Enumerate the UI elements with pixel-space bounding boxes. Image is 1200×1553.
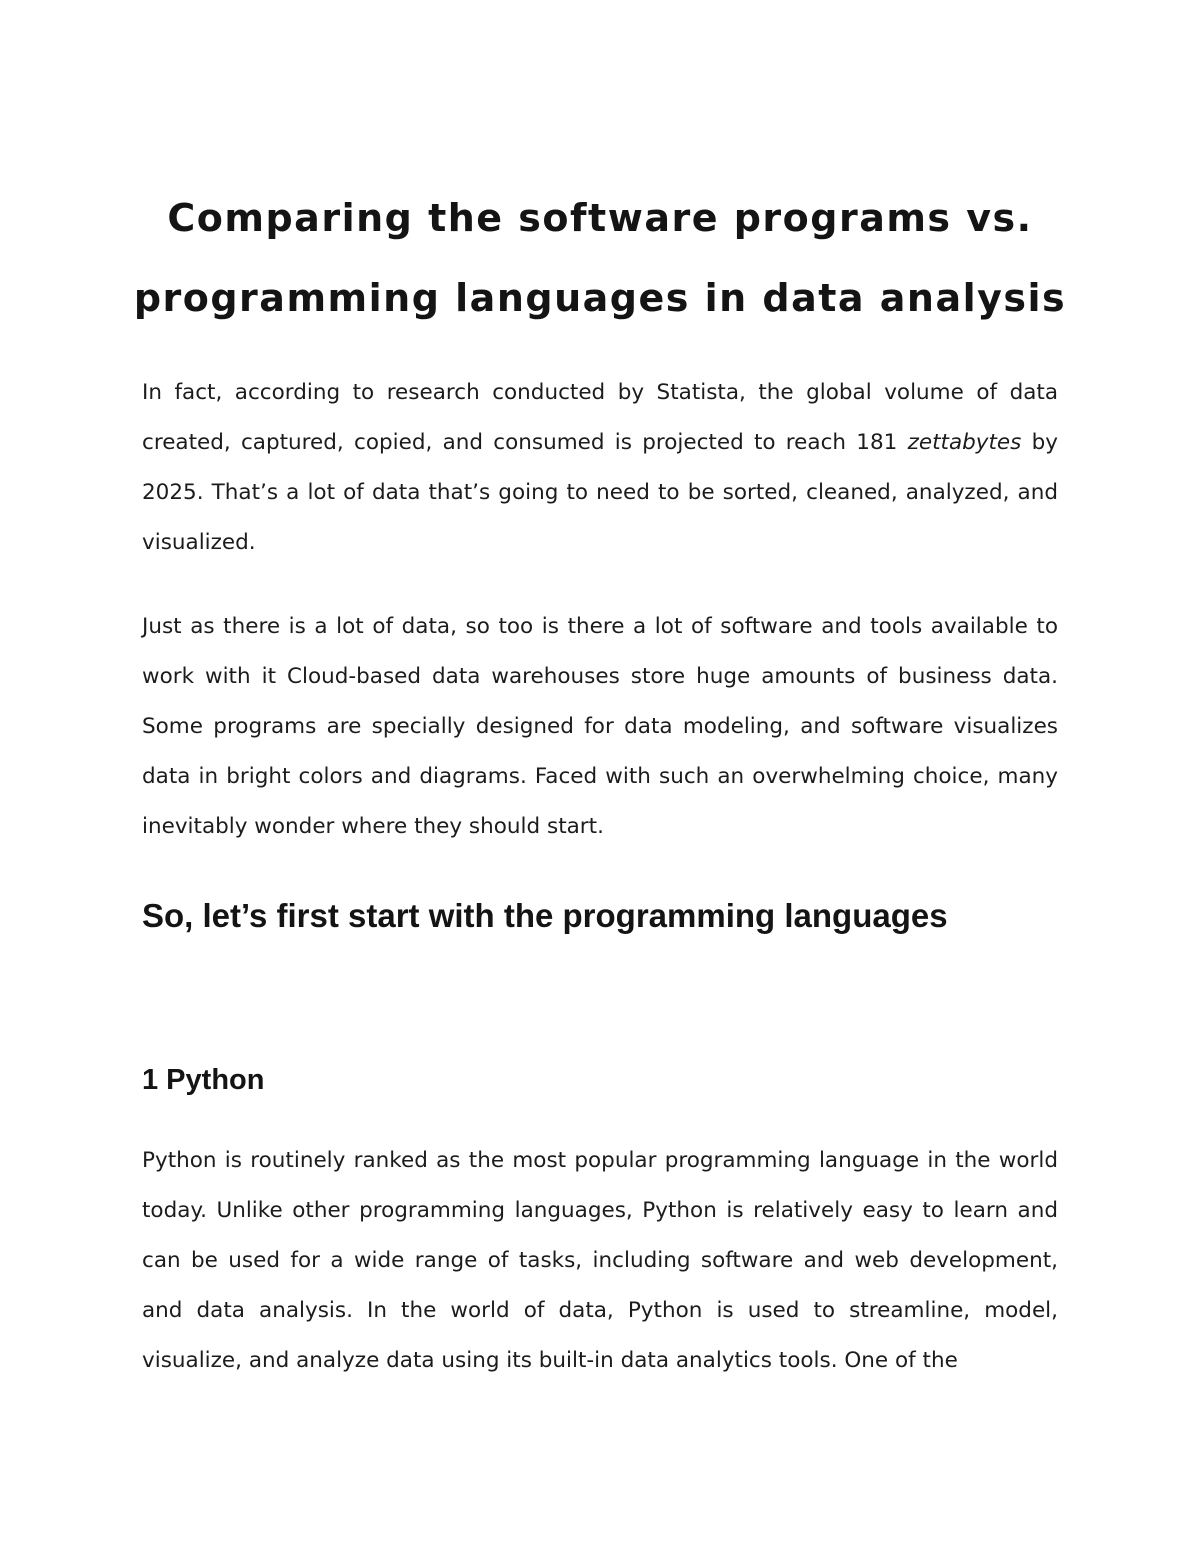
software-paragraph: Just as there is a lot of data, so too is there a lot of software and tools available to work with it Cloud-based data warehouses store huge amounts of business data. Some programs are specially designed for data modeling, and software visualizes data in bright colors and diagrams. Faced with such an overwhelming choice, many inevitably wonder where they should start.	[142, 614, 1058, 839]
intro-emphasis: zettabytes	[907, 430, 1022, 455]
document-title: Comparing the software programs vs. programming languages in data analysis	[133, 196, 1067, 320]
python-paragraph: Python is routinely ranked as the most popular programming language in the world today. Unlike other programming languages, Python is relatively easy to learn and can be used for a wide range of tasks, including software and web development, and data analysis. In the world of data, Python is used to streamline, model, visualize, and analyze data using its built-in data analytics tools. One of the	[142, 1148, 1058, 1373]
section-heading: So, let’s first start with the programming languages	[142, 897, 948, 934]
intro-text-start: In fact, according to research conducted by Statista, the global volume of data created, captured, copied, and consumed is projected to reach 181	[142, 380, 1058, 455]
subsection-heading: 1 Python	[142, 1064, 265, 1096]
intro-paragraph	[142, 368, 1058, 568]
intro-text-end: by 2025. That’s a lot of data that’s going to need to be sorted, cleaned, analyzed, and visualized.	[142, 430, 1058, 555]
